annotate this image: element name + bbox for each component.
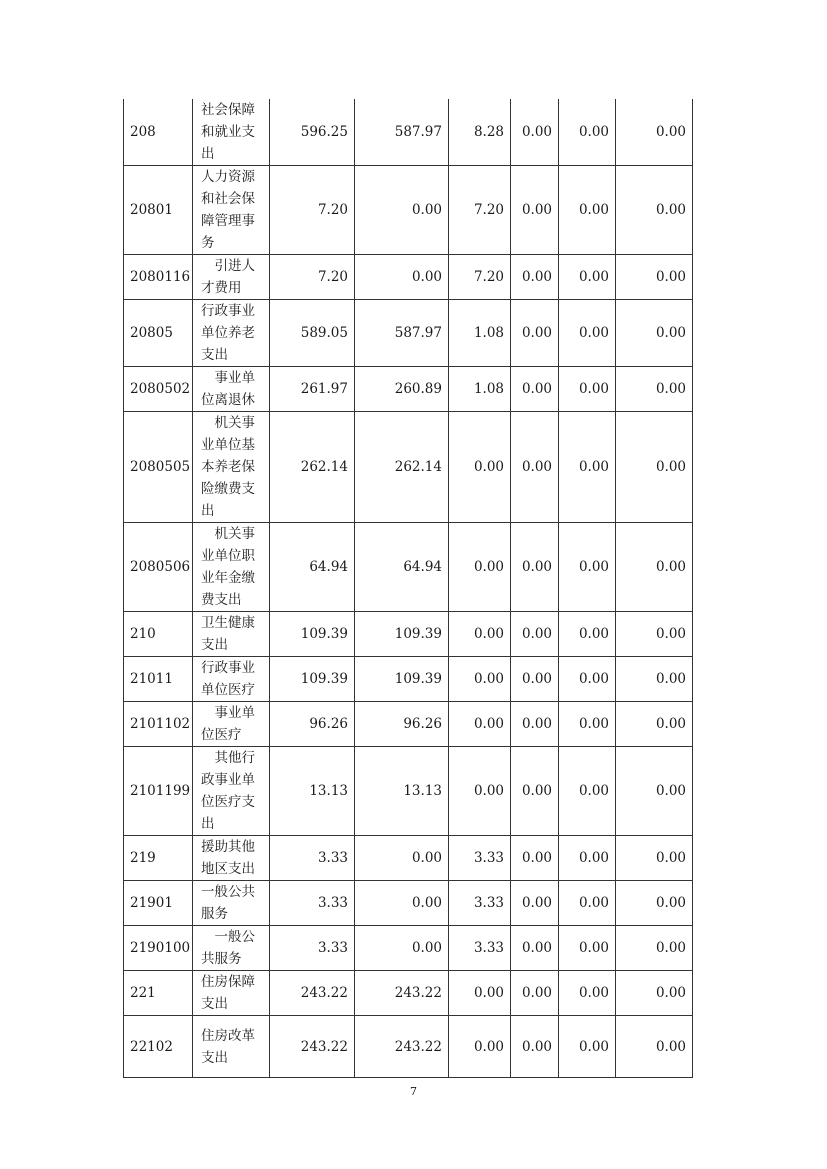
total-amount-cell: 261.97 bbox=[270, 367, 355, 412]
subject-code-cell: 210 bbox=[124, 612, 193, 657]
basic-expenditure-cell: 0.00 bbox=[355, 255, 449, 300]
amount-cell: 0.00 bbox=[559, 971, 616, 1016]
total-amount-cell: 109.39 bbox=[270, 657, 355, 702]
table-row bbox=[124, 657, 693, 702]
amount-cell: 0.00 bbox=[559, 612, 616, 657]
subject-code-cell: 21011 bbox=[124, 657, 193, 702]
total-amount-cell: 589.05 bbox=[270, 300, 355, 367]
amount-cell: 0.00 bbox=[511, 1016, 559, 1078]
amount-cell: 0.00 bbox=[511, 881, 559, 926]
project-expenditure-cell: 0.00 bbox=[449, 612, 511, 657]
total-amount-cell: 13.13 bbox=[270, 747, 355, 836]
basic-expenditure-cell: 243.22 bbox=[355, 971, 449, 1016]
subject-code-cell: 221 bbox=[124, 971, 193, 1016]
basic-expenditure-cell: 109.39 bbox=[355, 612, 449, 657]
amount-cell: 0.00 bbox=[559, 926, 616, 971]
basic-expenditure-cell: 64.94 bbox=[355, 523, 449, 612]
amount-cell: 0.00 bbox=[559, 412, 616, 523]
amount-cell: 0.00 bbox=[616, 702, 693, 747]
amount-cell: 0.00 bbox=[559, 657, 616, 702]
basic-expenditure-cell: 0.00 bbox=[355, 166, 449, 255]
table-row bbox=[124, 255, 693, 300]
subject-code-cell: 2080505 bbox=[124, 412, 193, 523]
project-expenditure-cell: 0.00 bbox=[449, 702, 511, 747]
subject-code-cell: 208 bbox=[124, 99, 193, 166]
subject-name-cell: 一般公共服务 bbox=[193, 926, 270, 971]
project-expenditure-cell: 3.33 bbox=[449, 836, 511, 881]
budget-expenditure-table bbox=[123, 99, 693, 1078]
subject-name-cell: 一般公共服务 bbox=[193, 881, 270, 926]
amount-cell: 0.00 bbox=[616, 881, 693, 926]
basic-expenditure-cell: 587.97 bbox=[355, 99, 449, 166]
project-expenditure-cell: 0.00 bbox=[449, 971, 511, 1016]
total-amount-cell: 243.22 bbox=[270, 971, 355, 1016]
budget-table-container bbox=[123, 99, 692, 1078]
total-amount-cell: 96.26 bbox=[270, 702, 355, 747]
subject-name-cell: 人力资源和社会保障管理事务 bbox=[193, 166, 270, 255]
basic-expenditure-cell: 109.39 bbox=[355, 657, 449, 702]
total-amount-cell: 3.33 bbox=[270, 881, 355, 926]
subject-code-cell: 21901 bbox=[124, 881, 193, 926]
basic-expenditure-cell: 262.14 bbox=[355, 412, 449, 523]
project-expenditure-cell: 0.00 bbox=[449, 523, 511, 612]
table-row bbox=[124, 300, 693, 367]
basic-expenditure-cell: 0.00 bbox=[355, 926, 449, 971]
amount-cell: 0.00 bbox=[511, 99, 559, 166]
amount-cell: 0.00 bbox=[616, 971, 693, 1016]
basic-expenditure-cell: 243.22 bbox=[355, 1016, 449, 1078]
amount-cell: 0.00 bbox=[559, 255, 616, 300]
subject-name-cell: 引进人才费用 bbox=[193, 255, 270, 300]
table-row bbox=[124, 99, 693, 166]
subject-name-cell: 社会保障和就业支出 bbox=[193, 99, 270, 166]
project-expenditure-cell: 7.20 bbox=[449, 166, 511, 255]
table-row bbox=[124, 166, 693, 255]
basic-expenditure-cell: 260.89 bbox=[355, 367, 449, 412]
amount-cell: 0.00 bbox=[511, 747, 559, 836]
amount-cell: 0.00 bbox=[559, 702, 616, 747]
amount-cell: 0.00 bbox=[616, 412, 693, 523]
table-row bbox=[124, 367, 693, 412]
amount-cell: 0.00 bbox=[559, 836, 616, 881]
total-amount-cell: 243.22 bbox=[270, 1016, 355, 1078]
table-row bbox=[124, 881, 693, 926]
amount-cell: 0.00 bbox=[511, 971, 559, 1016]
project-expenditure-cell: 0.00 bbox=[449, 1016, 511, 1078]
subject-code-cell: 2101102 bbox=[124, 702, 193, 747]
table-row bbox=[124, 747, 693, 836]
table-row bbox=[124, 702, 693, 747]
page-number: 7 bbox=[410, 1085, 417, 1098]
amount-cell: 0.00 bbox=[511, 412, 559, 523]
table-row bbox=[124, 926, 693, 971]
project-expenditure-cell: 3.33 bbox=[449, 926, 511, 971]
amount-cell: 0.00 bbox=[559, 747, 616, 836]
table-row bbox=[124, 412, 693, 523]
total-amount-cell: 262.14 bbox=[270, 412, 355, 523]
amount-cell: 0.00 bbox=[559, 166, 616, 255]
amount-cell: 0.00 bbox=[511, 612, 559, 657]
total-amount-cell: 64.94 bbox=[270, 523, 355, 612]
total-amount-cell: 7.20 bbox=[270, 166, 355, 255]
subject-code-cell: 2101199 bbox=[124, 747, 193, 836]
subject-name-cell: 机关事业单位职业年金缴费支出 bbox=[193, 523, 270, 612]
project-expenditure-cell: 0.00 bbox=[449, 657, 511, 702]
project-expenditure-cell: 8.28 bbox=[449, 99, 511, 166]
amount-cell: 0.00 bbox=[559, 881, 616, 926]
subject-code-cell: 2080502 bbox=[124, 367, 193, 412]
amount-cell: 0.00 bbox=[616, 166, 693, 255]
basic-expenditure-cell: 13.13 bbox=[355, 747, 449, 836]
amount-cell: 0.00 bbox=[616, 99, 693, 166]
total-amount-cell: 3.33 bbox=[270, 836, 355, 881]
subject-code-cell: 20801 bbox=[124, 166, 193, 255]
basic-expenditure-cell: 0.00 bbox=[355, 836, 449, 881]
subject-name-cell: 住房保障支出 bbox=[193, 971, 270, 1016]
amount-cell: 0.00 bbox=[616, 836, 693, 881]
project-expenditure-cell: 0.00 bbox=[449, 747, 511, 836]
project-expenditure-cell: 7.20 bbox=[449, 255, 511, 300]
subject-code-cell: 22102 bbox=[124, 1016, 193, 1078]
subject-name-cell: 住房改革支出 bbox=[193, 1016, 270, 1078]
amount-cell: 0.00 bbox=[511, 300, 559, 367]
amount-cell: 0.00 bbox=[559, 300, 616, 367]
table-row bbox=[124, 971, 693, 1016]
amount-cell: 0.00 bbox=[511, 836, 559, 881]
table-row bbox=[124, 1016, 693, 1078]
amount-cell: 0.00 bbox=[616, 926, 693, 971]
amount-cell: 0.00 bbox=[511, 657, 559, 702]
project-expenditure-cell: 1.08 bbox=[449, 367, 511, 412]
subject-name-cell: 事业单位离退休 bbox=[193, 367, 270, 412]
table-row bbox=[124, 836, 693, 881]
amount-cell: 0.00 bbox=[616, 657, 693, 702]
amount-cell: 0.00 bbox=[616, 1016, 693, 1078]
subject-code-cell: 20805 bbox=[124, 300, 193, 367]
subject-code-cell: 219 bbox=[124, 836, 193, 881]
subject-name-cell: 行政事业单位医疗 bbox=[193, 657, 270, 702]
subject-name-cell: 事业单位医疗 bbox=[193, 702, 270, 747]
amount-cell: 0.00 bbox=[616, 523, 693, 612]
amount-cell: 0.00 bbox=[559, 523, 616, 612]
subject-code-cell: 2080116 bbox=[124, 255, 193, 300]
amount-cell: 0.00 bbox=[511, 367, 559, 412]
total-amount-cell: 3.33 bbox=[270, 926, 355, 971]
total-amount-cell: 596.25 bbox=[270, 99, 355, 166]
amount-cell: 0.00 bbox=[511, 166, 559, 255]
subject-name-cell: 机关事业单位基本养老保险缴费支出 bbox=[193, 412, 270, 523]
basic-expenditure-cell: 96.26 bbox=[355, 702, 449, 747]
table-row bbox=[124, 612, 693, 657]
project-expenditure-cell: 1.08 bbox=[449, 300, 511, 367]
subject-name-cell: 援助其他地区支出 bbox=[193, 836, 270, 881]
amount-cell: 0.00 bbox=[559, 1016, 616, 1078]
total-amount-cell: 109.39 bbox=[270, 612, 355, 657]
table-body bbox=[124, 99, 693, 1078]
amount-cell: 0.00 bbox=[511, 255, 559, 300]
amount-cell: 0.00 bbox=[511, 523, 559, 612]
amount-cell: 0.00 bbox=[511, 702, 559, 747]
project-expenditure-cell: 3.33 bbox=[449, 881, 511, 926]
table-row bbox=[124, 523, 693, 612]
amount-cell: 0.00 bbox=[616, 367, 693, 412]
amount-cell: 0.00 bbox=[511, 926, 559, 971]
amount-cell: 0.00 bbox=[616, 300, 693, 367]
amount-cell: 0.00 bbox=[616, 255, 693, 300]
project-expenditure-cell: 0.00 bbox=[449, 412, 511, 523]
total-amount-cell: 7.20 bbox=[270, 255, 355, 300]
basic-expenditure-cell: 0.00 bbox=[355, 881, 449, 926]
amount-cell: 0.00 bbox=[559, 99, 616, 166]
subject-code-cell: 2080506 bbox=[124, 523, 193, 612]
subject-name-cell: 其他行政事业单位医疗支出 bbox=[193, 747, 270, 836]
amount-cell: 0.00 bbox=[559, 367, 616, 412]
amount-cell: 0.00 bbox=[616, 747, 693, 836]
subject-name-cell: 卫生健康支出 bbox=[193, 612, 270, 657]
subject-name-cell: 行政事业单位养老支出 bbox=[193, 300, 270, 367]
amount-cell: 0.00 bbox=[616, 612, 693, 657]
subject-code-cell: 2190100 bbox=[124, 926, 193, 971]
basic-expenditure-cell: 587.97 bbox=[355, 300, 449, 367]
